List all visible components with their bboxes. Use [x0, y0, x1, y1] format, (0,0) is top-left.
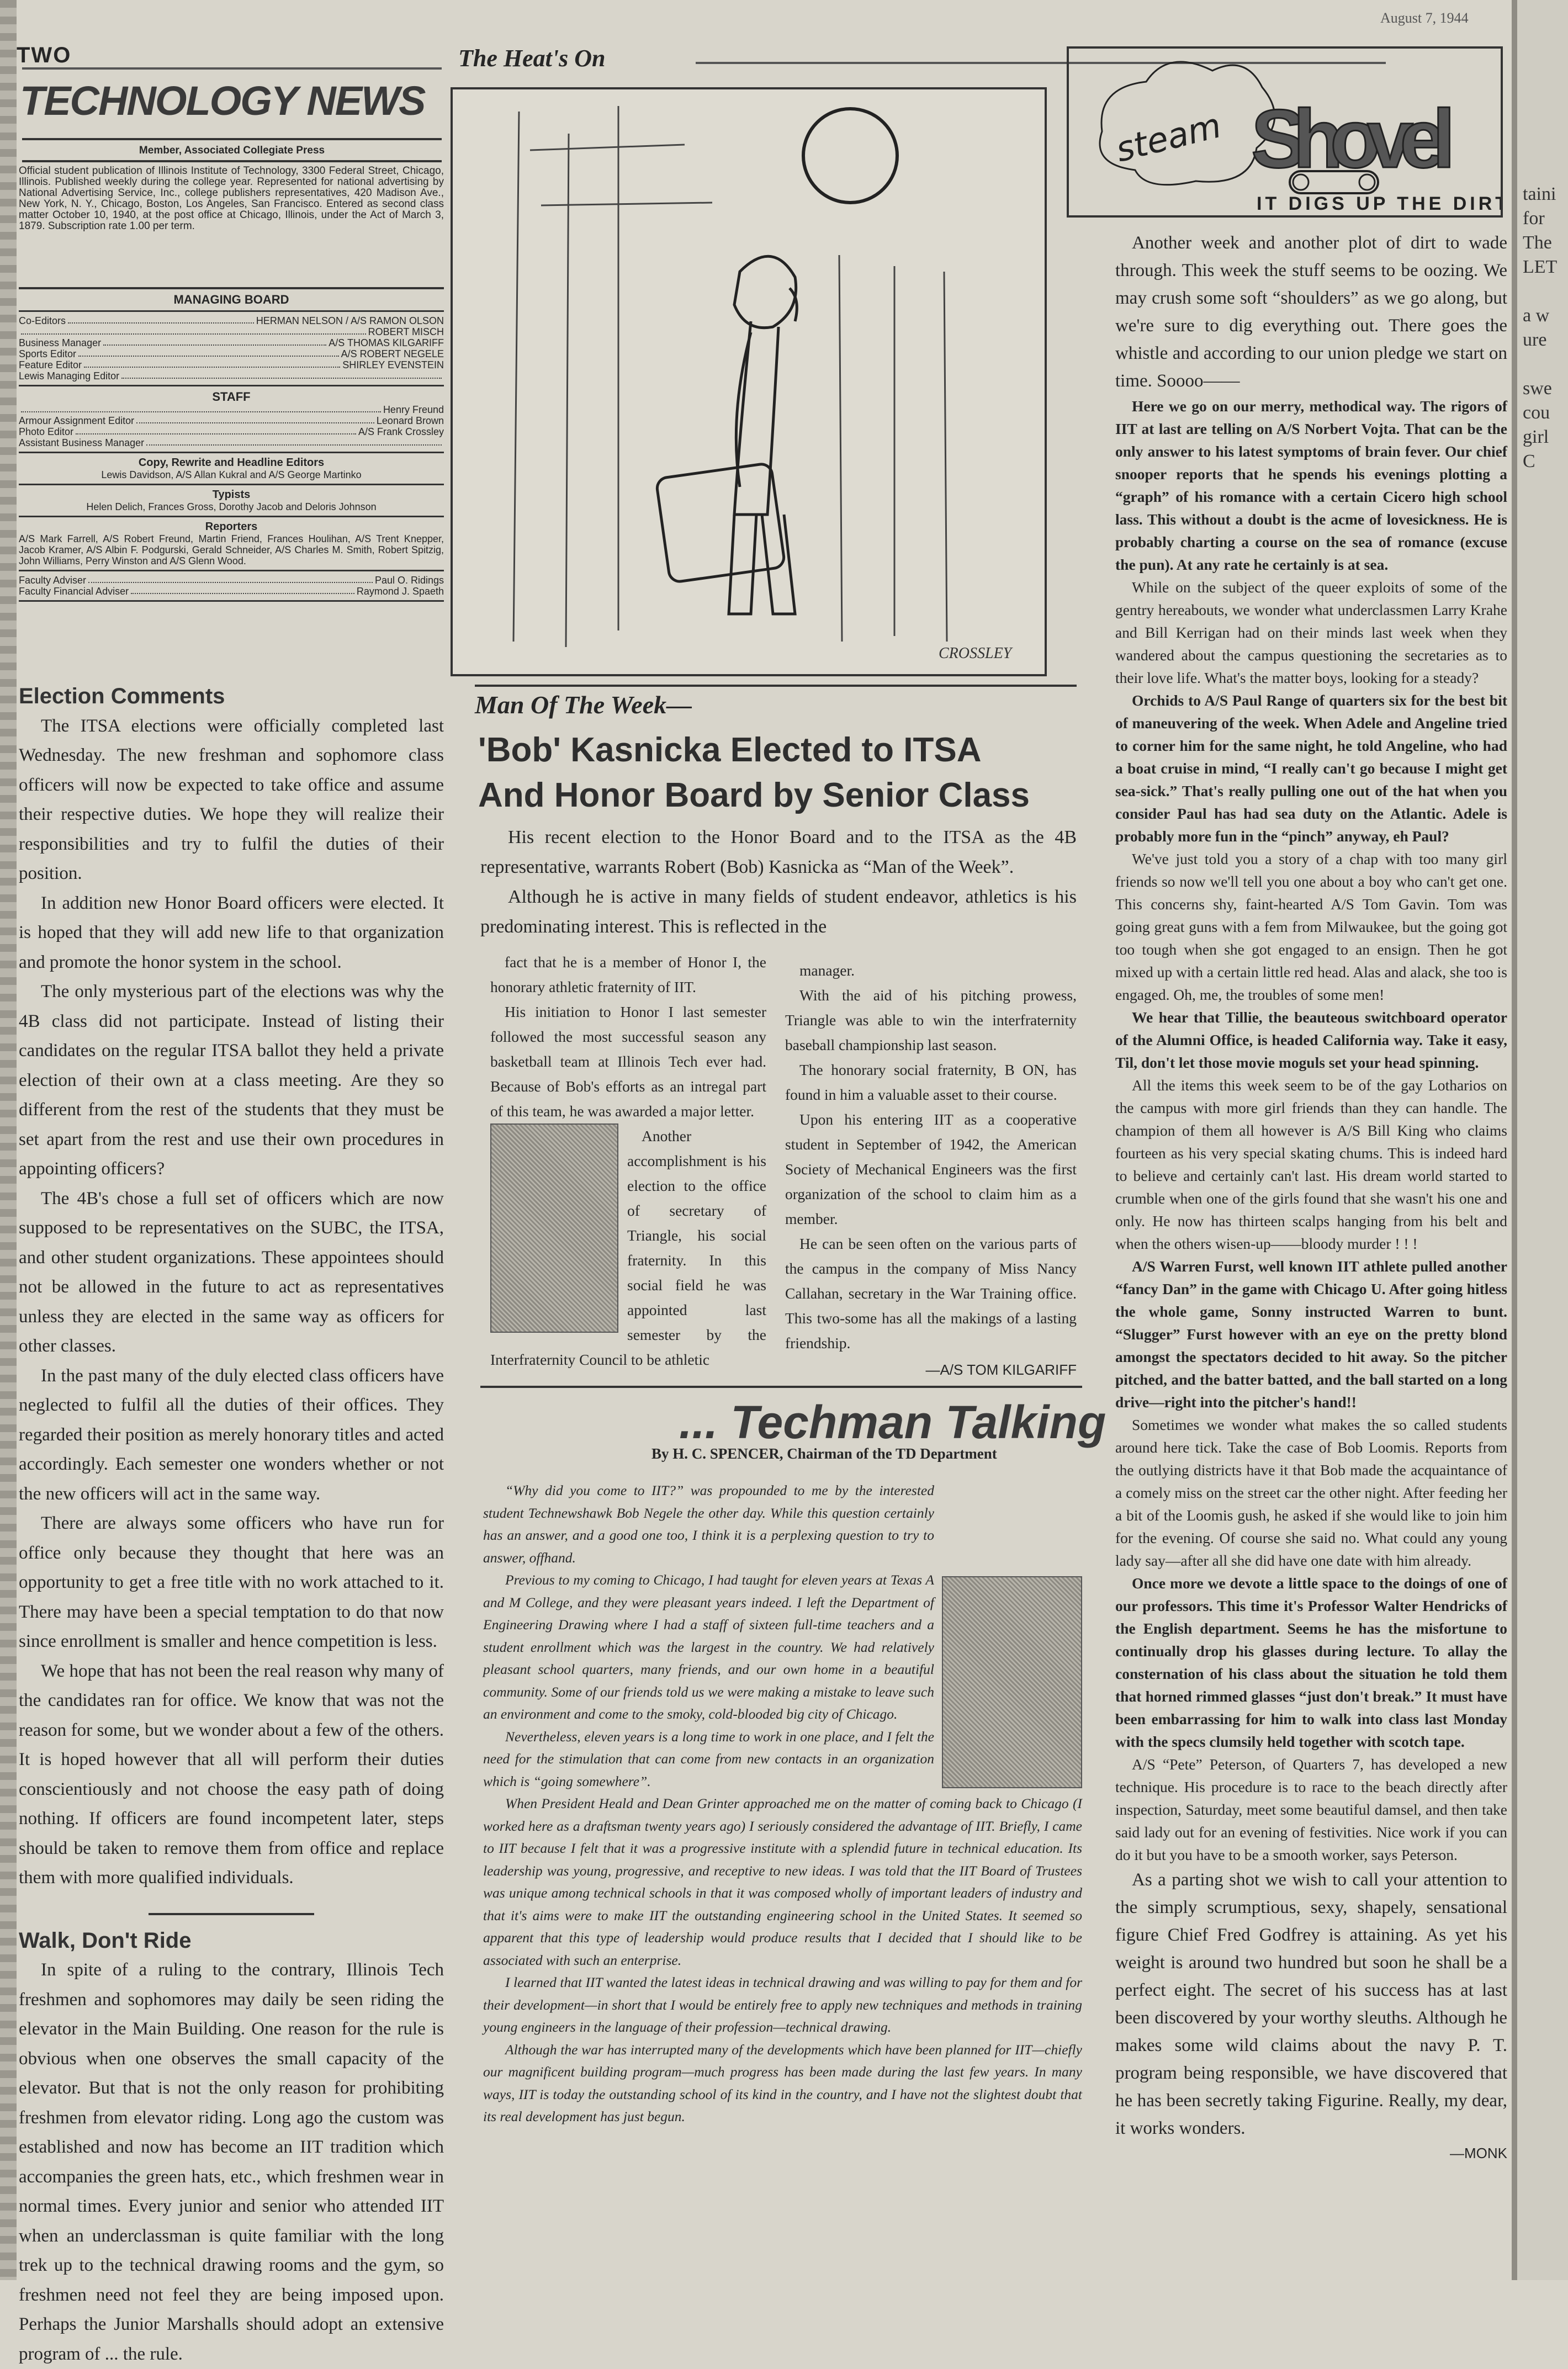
gossip-item: Sometimes we wonder what makes the so called students around here tick. Take the case of Bob Loomis. Reports from the outlying districts have it that Bob made the acquaintance of a comely miss on the street car the other night. After feeding her a bit of the Loomis gush, he asked if she would like to join him for the evening. Of course she said no. What could any young lady say—after all she did have one date with him already. [1115, 1416, 1507, 1569]
leader-dots [103, 337, 326, 346]
torn-edge-left [0, 0, 17, 2280]
headline-line-2: And Honor Board by Senior Class [478, 776, 1030, 814]
staff-row [19, 348, 444, 359]
article-author: —A/S TOM KILGARIFF [925, 1361, 1077, 1378]
fragment-text: a w [1523, 305, 1550, 326]
election-paragraph: There are always some officers who have run for office only because they thought that here was an opportunity to get a free title with no work attached to it. There may have been a special temptation to do that now since enrollment is smaller and hence competition is less. [19, 1513, 444, 1651]
article-paragraph: fact that he is a member of Honor I, the honorary athletic fraternity of IIT. [490, 953, 766, 995]
lead-paragraph: Although he is active in many fields of student endeavor, athletics is his predominating interest. This is reflected in the [480, 887, 1077, 937]
election-paragraph: The ITSA elections were officially completed last Wednesday. The new freshman and sophomore class officers will now be expected to take office and assume their respective duties. We hope they will realize their responsibilities and try to fulfil the duties of their position. [19, 716, 444, 883]
logo-tagline: IT DIGS UP THE DIRT [1257, 193, 1501, 214]
staff-row [19, 337, 444, 348]
staff-row [19, 326, 444, 337]
staff-role: Sports Editor [19, 348, 77, 359]
techman-paragraph: I learned that IIT wanted the latest ideas in technical drawing and was willing to pay for them and for their development—in short that I would be entirely free to apply new techniques and methods in training young engineers in the language of their profession—technical drawing. [483, 1974, 1082, 2035]
spencer-portrait-photo [942, 1576, 1082, 1788]
article-paragraph: The honorary social fraternity, B ON, has found in him a valuable asset to their course. [785, 1061, 1077, 1103]
divider [480, 1386, 1082, 1388]
man-of-week-lead [480, 823, 1077, 942]
techman-paragraph: When President Heald and Dean Grinter approached me on the matter of coming back to Chicago (I worked here as a draftsman twenty years ago) I seriously considered the advantage of IIT. Briefly, I came to IIT because I felt that it was a progressive institute with a splendid future in technical education. Its leadership was young, progressive, and receptive to new ideas. I was told that the IIT Board of Trustees was unique among technical schools in that it was composed wholly of important leaders of industry and that it's aims were to make IIT the outstanding engineering school in the United States. It seemed so apparent that this type of leadership would produce results that I decided that I should like to be associated with such an enterprise. [483, 1795, 1082, 1968]
staff-role: Co-Editors [19, 315, 66, 326]
fragment-text: cou [1523, 402, 1550, 423]
staff-role: Armour Assignment Editor [19, 415, 135, 426]
gossip-item: We've just told you a story of a chap with too many girl friends so now we'll tell you one about a boy who can't get one. This concerns shy, faint-hearted A/S Tom Gavin. Tom was going great guns with a fem from Milwaukee, but the going got too tough when she got engaged to an ensign. Then he got mixed up with a certain little red head. Alas and alack, she too is engaged. Oh, me, the troubles of some men! [1115, 850, 1507, 1003]
election-paragraph: The only mysterious part of the elections was why the 4B class did not participate. Instead of listing their candidates on the regular ITSA ballot they held a private election of their own at a class meeting. Are they so different from the rest of the students that they must be set apart from the rest and use their own procedures in appointing officers? [19, 982, 444, 1179]
column-signature: —MONK [1450, 2145, 1507, 2161]
staff-role: Assistant Business Manager [19, 437, 145, 448]
staff-names: Henry Freund [383, 404, 444, 415]
adjacent-page-fragment [1512, 0, 1568, 2280]
masthead-title: TECHNOLOGY NEWS [20, 78, 425, 124]
staff-heading: STAFF [212, 390, 251, 404]
copy-editors-heading: Copy, Rewrite and Headline Editors [138, 457, 325, 469]
cartoon-signature: CROSSLEY [939, 645, 1012, 662]
gossip-item: We hear that Tillie, the beauteous switchboard operator of the Alumni Office, is headed California way. Take it easy, Til, don't let those movie moguls set your head spinning. [1115, 1009, 1507, 1071]
leader-dots [78, 348, 339, 357]
gossip-item: Another week and another plot of dirt to wade through. This week the stuff seems to be oozing. We may crush some soft “shoulders” as we go along, but we're sure to dig everything out. There goes the whistle and according to our union pledge we start on time. Soooo—— [1115, 233, 1507, 391]
steam-shovel-logo [1067, 46, 1503, 218]
staff-row [19, 315, 444, 326]
article-paragraph: With the aid of his pitching prowess, Triangle was able to win the interfraternity baseball championship last season. [785, 987, 1077, 1053]
election-paragraph: In the past many of the duly elected class officers have neglected to fulfil all the duties of their offices. They regarded their position as merely honorary titles and acted accordingly. Each semester one wonders whether or not the new officers will act in the same way. [19, 1365, 444, 1504]
staff-names: A/S THOMAS KILGARIFF [329, 337, 444, 348]
article-paragraph: manager. [799, 962, 855, 979]
leader-dots [76, 426, 356, 434]
techman-byline: By H. C. SPENCER, Chairman of the TD Department [651, 1445, 997, 1462]
article-paragraph: His initiation to Honor I last semester followed the most successful season any basketball team at Illinois Tech ever had. Because of Bob's efforts as an intregal part of this team, he was awarded a major letter. [490, 1003, 766, 1120]
logo-word-steam: steam [1111, 105, 1225, 170]
gossip-item: A/S “Pete” Peterson, of Quarters 7, has developed a new technique. His procedure is to race to the beach directly after inspection, Saturday, meet some beautiful damsel, and then take said lady out for an evening of festivities. Nice work if you can do it but you have to be a smooth worker, says Peterson. [1115, 1756, 1507, 1863]
logo-word-shovel: Shovel [1251, 92, 1455, 185]
walk-paragraph: In spite of a ruling to the contrary, Illinois Tech freshmen and sophomores may daily be seen riding the elevator in the Main Building. One reason for the rule is obvious when one observes the small capacity of the elevator. But that is not the only reason for prohibiting freshmen from elevator riding. Long ago the custom was established and now has become an IIT tradition which accompanies the green hats, etc., which freshmen wear in normal times. Every junior and senior who attended IIT when an underclassman is quite familiar with the long trek up to the technical drawing rooms and the gym, so freshmen need not feel they are being imposed upon. Perhaps the Junior Marshalls should adopt an extensive program of ... the rule. [19, 1960, 444, 2364]
page-number: TWO [17, 43, 72, 67]
fragment-text: The [1523, 232, 1552, 253]
man-of-week-headline [478, 728, 1080, 818]
staff-names: ROBERT MISCH [368, 326, 444, 337]
election-paragraph: In addition new Honor Board officers were elected. It is hoped that they will add new life to that organization and promote the honor system in the school. [19, 893, 444, 972]
cartoon-illustration [451, 87, 1047, 676]
election-paragraph: The 4B's chose a full set of officers which are now supposed to be representatives on the SUBC, the ITSA, and other student organizations. These appointees should not be allowed in the future to act as representatives unless they are elected in the same way as officers for other classes. [19, 1188, 444, 1356]
leader-dots [131, 586, 354, 594]
man-of-week-col-b [785, 958, 1077, 1382]
election-paragraph: We hope that has not been the real reason why many of the candidates ran for office. We know that was not the reason for some, but we wonder about a few of the others. It is hoped however that all will perform their duties conscientiously and not choose the easy path of doing nothing. If officers are found incompetent later, steps should be taken to remove them from office and replace them with more qualified individuals. [19, 1661, 444, 1888]
divider [22, 160, 442, 162]
staff-names: Raymond J. Spaeth [356, 586, 444, 597]
gossip-item: While on the subject of the queer exploits of some of the gentry hereabouts, we wonder what underclassmen Larry Krahe and Bill Kerrigan had on their minds last week when they wandered about the campus questioning the secretaries as to their love life. What's the matter boys, looking for a steady? [1115, 579, 1507, 686]
leader-dots [84, 359, 340, 368]
gossip-item: Orchids to A/S Paul Range of quarters six for the best bit of maneuvering of the week. When Adele and Angeline tried to corner him for the same night, he told Angeline, who had a boat cruise in mind, “I really can't go because I might get sea-sick.” That's really pulling one out of the hat when you consider Paul has had sea duty on the Atlantic. Adele is probably more fun in the “pinch” anyway, eh Paul? [1115, 692, 1507, 845]
election-heading: Election Comments [19, 684, 225, 708]
gossip-item: A/S Warren Furst, well known IIT athlete pulled another “fancy Dan” in the game with Chicago U. After going hitless the whole game, Sonny instructed Warren to bunt. “Slugger” Furst however with an eye on the pretty blond amongst the spectators decided to hit away. So the pitcher pitched, and the batter batted, and the ball started on a long drive—right into the pitcher's hand!! [1115, 1258, 1507, 1411]
copy-editors-names: Lewis Davidson, A/S Allan Kukral and A/S George Martinko [101, 469, 362, 480]
man-of-week-kicker: Man Of The Week— [475, 691, 692, 719]
staff-role: Business Manager [19, 337, 102, 348]
staff-role: Feature Editor [19, 359, 82, 370]
member-line: Member, Associated Collegiate Press [139, 145, 325, 156]
staff-row [19, 415, 444, 426]
techman-body [483, 1480, 1082, 2128]
man-of-week-col-a [490, 950, 766, 1372]
sad-man-in-heat-drawing [453, 89, 1045, 674]
cartoon-title: The Heat's On [458, 45, 606, 72]
staff-names: SHIRLEY EVENSTEIN [342, 359, 444, 370]
leader-dots [21, 404, 381, 412]
issue-date: August 7, 1944 [1380, 10, 1469, 26]
leader-dots [136, 415, 374, 423]
staff-row [19, 359, 444, 370]
article-paragraph: He can be seen often on the various parts of the campus in the company of Miss Nancy Callahan, secretary in the War Training office. This two-some has all the makings of a lasting friendship. [785, 1235, 1077, 1352]
fragment-text: ure [1523, 330, 1547, 350]
staff-role: Faculty Financial Adviser [19, 586, 129, 597]
managing-board-heading: MANAGING BOARD [173, 293, 289, 306]
leader-dots [21, 326, 366, 335]
staff-names: Paul O. Ridings [374, 575, 444, 586]
divider [149, 1913, 314, 1915]
gossip-item: As a parting shot we wish to call your attention to the simply scrumptious, sexy, shapely, sensational figure Chief Fred Godfrey is attaining. As yet his weight is around two hundred but soon he shall be a perfect eight. The secret of his success has at last been discovered by your worthy sleuths. Although he makes some wild claims about the navy P. T. program being responsible, we have discovered that he has been secretly taking Figurine. Really, my dear, it works wonders. [1115, 1870, 1507, 2138]
staff-row [19, 437, 444, 448]
leader-dots [88, 575, 373, 583]
gossip-item: All the items this week seem to be of the gay Lotharios on the campus with more girl friends than they can handle. The champion of them all however is A/S Bill King who claims fourteen as his very special skating chums. This is indeed hard to believe and certainly can't last. His dream world started to crumble when one of the girls found that she wasn't his one and only. He now has thirteen scalps hanging from his belt and when the others wisen-up——bloody murder ! ! ! [1115, 1077, 1507, 1252]
typists-heading: Typists [212, 489, 251, 501]
steam-shovel-artwork [1069, 49, 1501, 215]
kasnicka-portrait-photo [490, 1123, 618, 1333]
walk-heading: Walk, Don't Ride [19, 1928, 192, 1953]
fragment-text: for [1523, 208, 1545, 229]
staff-names: Leonard Brown [376, 415, 444, 426]
staff-role: Faculty Adviser [19, 575, 87, 586]
staff-row [19, 404, 444, 415]
fragment-text [1517, 352, 1568, 377]
lead-paragraph: His recent election to the Honor Board and to the ITSA as the 4B representative, warrants Robert (Bob) Kasnicka as “Man of the Week”. [480, 827, 1077, 877]
gossip-item: Here we go on our merry, methodical way. The rigors of IIT at last are telling on A/S Norbert Vojta. That can be the only answer to his latest symptoms of brain fever. Our chief snooper reports that he spends his evenings plotting a “graph” of his romance with a certain Cicero high school lass. This without a doubt is the acme of lovesickness. He is probably charting a course on the sea of romance (excuse the pun). At any rate he certainly is at sea. [1115, 398, 1507, 573]
top-rule [22, 67, 442, 70]
fragment-text: swe [1523, 378, 1552, 399]
divider [22, 138, 442, 140]
staff-box [19, 287, 444, 602]
publication-info: Official student publication of Illinois Institute of Technology, 3300 Federal Street, Chicago, Illinois. Published weekly during the college year. Represented for national advertising by National Advertising Service, Inc., college publishers representatives, 420 Madison Ave., New York, N. Y., Chicago, Boston, Los Angeles, San Francisco. Entered as second class matter October 10, 1940, at the post office at Chicago, Illinois, under the Act of March 3, 1879. Subscription rate 1.00 per term. [19, 165, 444, 232]
staff-names: A/S ROBERT NEGELE [341, 348, 444, 359]
staff-row [19, 370, 444, 381]
divider [475, 685, 1077, 687]
leader-dots [121, 370, 442, 379]
techman-paragraph: Previous to my coming to Chicago, I had taught for eleven years at Texas A and M College, and they were pleasant years indeed. I left the Department of Engineering Drawing where I had a staff of sixteen full-time teachers and a student enrollment which was the largest in the country. We had relatively pleasant school quarters, many friends, and our own home in a beautiful community. Some of our friends told us we were making a mistake to leave such an environment and come to the smoky, cold-blooded big city of Chicago. [483, 1572, 934, 1722]
leader-dots [68, 315, 254, 324]
fragment-text: girl [1523, 427, 1549, 447]
techman-paragraph: Although the war has interrupted many of the developments which have been planned for IIT—chiefly our magnificent building program—much progress has been made during the last few years. In many ways, IIT is today the outstanding school of its kind in the country, and I have not the slightest doubt that its real development has just begun. [483, 2041, 1082, 2124]
leader-dots [146, 437, 442, 446]
reporters-heading: Reporters [205, 521, 258, 533]
article-paragraph: Another accomplishment is his election to the office of secretary of Triangle, his social fraternity. In this social field he was appointed last semester by the Interfraternity Council to be athletic [490, 1127, 766, 1368]
typists-names: Helen Delich, Frances Gross, Dorothy Jacob and Deloris Johnson [86, 501, 377, 512]
fragment-text: LET [1523, 257, 1558, 277]
election-comments-article [19, 682, 444, 2369]
staff-role: Photo Editor [19, 426, 74, 437]
headline-line-1: 'Bob' Kasnicka Elected to ITSA [478, 731, 982, 769]
fragment-text: C [1523, 451, 1535, 471]
gossip-item: Once more we devote a little space to the doings of one of our professors. This time it's Professor Walter Hendricks of the English department. Seems he has the misfortune to continually drop his glasses during lecture. To allay the consternation of his class about the situation he told them that horned rimmed glasses “just don't break.” It must have been embarrassing for him to walk into class last Monday with the specs clumsily held together with scotch tape. [1115, 1575, 1507, 1750]
techman-paragraph: Nevertheless, eleven years is a long time to work in one place, and I felt the need for the stimulation that can come from new contacts in an organization which is “going somewhere”. [483, 1728, 934, 1789]
article-paragraph: Upon his entering IIT as a cooperative student in September of 1942, the American Society of Mechanical Engineers was the first organization of the school to claim him as a member. [785, 1111, 1077, 1227]
fragment-text: taini [1523, 184, 1556, 204]
steam-shovel-column [1115, 229, 1507, 2165]
reporters-names: A/S Mark Farrell, A/S Robert Freund, Martin Friend, Frances Houlihan, A/S Trent Knepper, Jacob Kramer, A/S Albin F. Podgurski, Gerald Schneider, A/S Charles M. Smith, Robert Spitzig, John Williams, Perry Winston and A/S Glenn Wood. [19, 533, 444, 566]
staff-row [19, 575, 444, 586]
fragment-text [1517, 279, 1568, 304]
staff-names: HERMAN NELSON / A/S RAMON OLSON [256, 315, 444, 326]
staff-names: A/S Frank Crossley [358, 426, 444, 437]
techman-paragraph: “Why did you come to IIT?” was propounded to me by the interested student Technewshawk Bob Negele the other day. While this question certainly has an answer, and a good one too, I think it is a perplexing question to try to answer, offhand. [483, 1482, 934, 1566]
techman-title: ... Techman Talking [679, 1396, 1106, 1448]
staff-row [19, 426, 444, 437]
staff-role: Lewis Managing Editor [19, 370, 120, 381]
staff-row [19, 586, 444, 597]
